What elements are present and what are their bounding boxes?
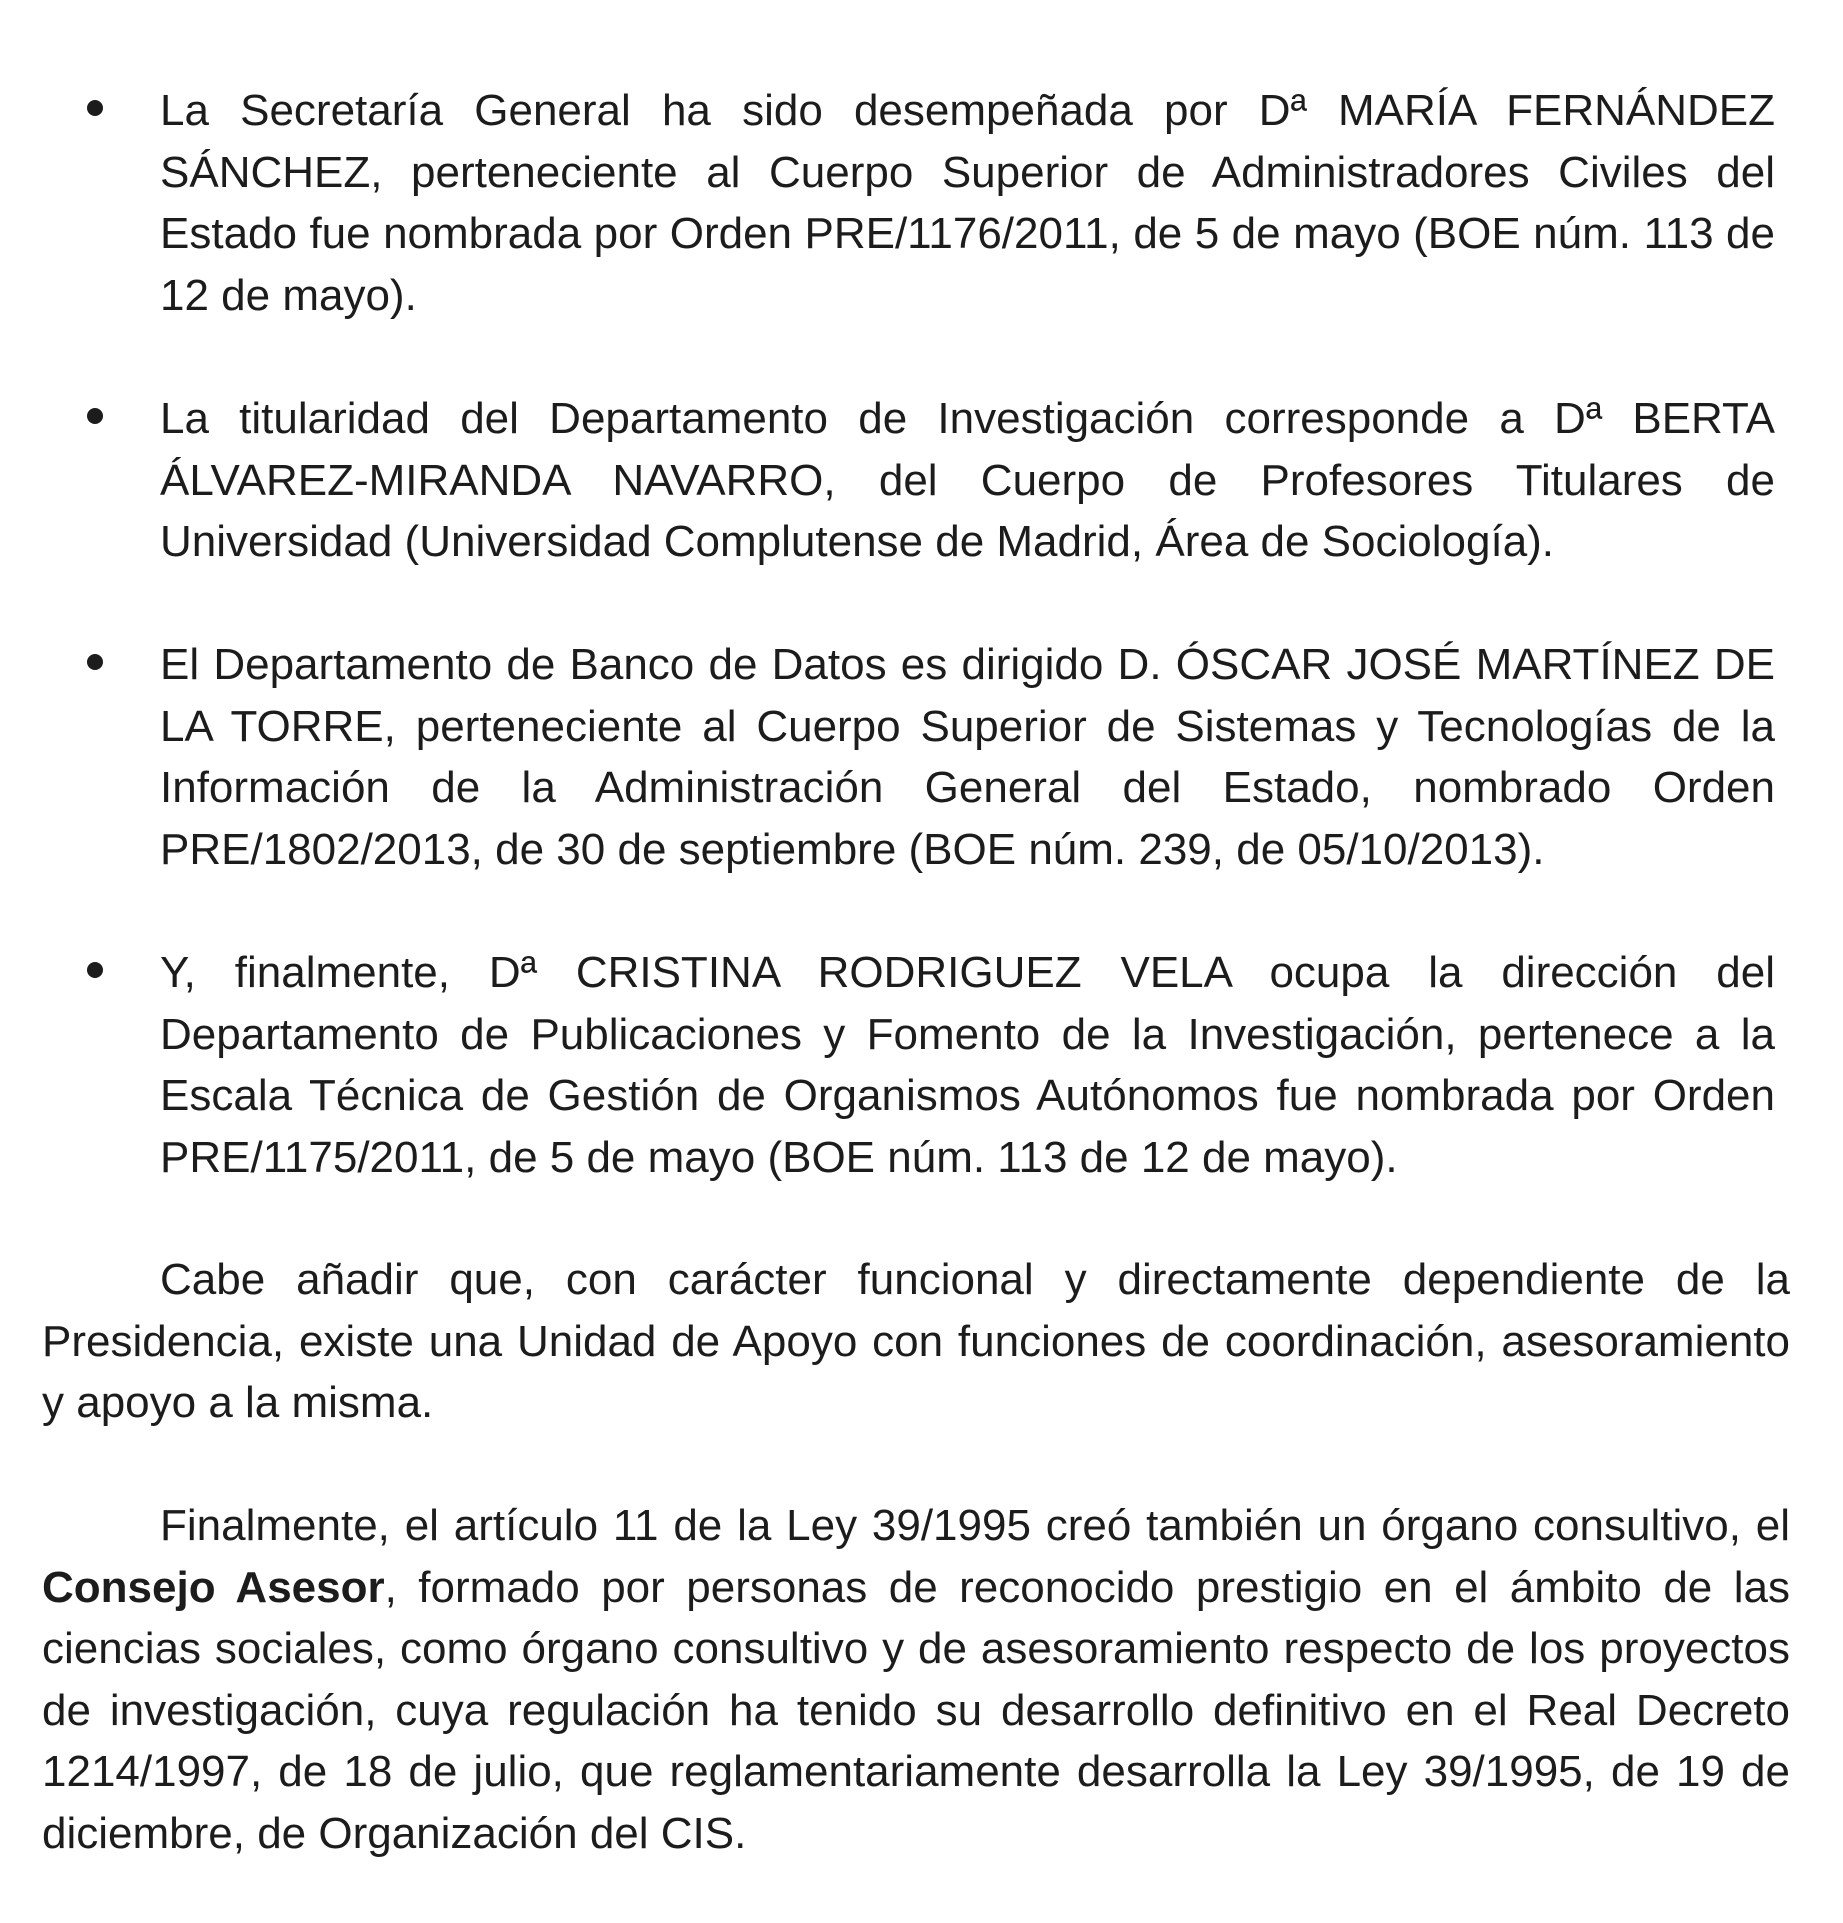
bullet-icon (84, 634, 108, 658)
paragraph-consejo-text-3: , formado por personas de reconocido prestigio en el ámbito de las ciencias sociales, como órgano consultivo y de asesoramiento respecto de los proyectos de investigación, cuya regulación ha tenido su desarrollo definitivo en el Real Decreto 1214/1997, de 18 de julio, que reglamentariamente desarrolla la Ley 39/1995, de 19 de diciembre, de Organización del CIS. (42, 1562, 1790, 1858)
consejo-asesor-term: Consejo Asesor (42, 1562, 385, 1612)
bullet-departamento-investigacion: La titularidad del Departamento de Investigación corresponde a Dª BERTA ÁLVAREZ-MIRANDA NAVARRO, del Cuerpo de Profesores Titulares de Universidad (Universidad Complutense de Madrid, Área de Sociología). (160, 394, 1775, 566)
bullet-icon (84, 80, 108, 104)
paragraph-consejo-asesor (42, 1495, 1790, 1864)
bullet-banco-de-datos: El Departamento de Banco de Datos es dirigido D. ÓSCAR JOSÉ MARTÍNEZ DE LA TORRE, perteneciente al Cuerpo Superior de Sistemas y Tecnologías de la Información de la Administración General del Estado, nombrado Orden PRE/1802/2013, de 30 de septiembre (BOE núm. 239, de 05/10/2013). (160, 640, 1775, 874)
bullet-icon (84, 942, 108, 966)
paragraph-unidad-apoyo: Cabe añadir que, con carácter funcional y directamente dependiente de la Presidencia, existe una Unidad de Apoyo con funciones de coordinación, asesoramiento y apoyo a la misma. (42, 1255, 1790, 1427)
bullet-secretaria-general: La Secretaría General ha sido desempeñada por Dª MARÍA FERNÁNDEZ SÁNCHEZ, perteneciente al Cuerpo Superior de Administradores Civiles del Estado fue nombrada por Orden PRE/1176/2011, de 5 de mayo (BOE núm. 113 de 12 de mayo). (160, 86, 1775, 320)
bullet-publicaciones: Y, finalmente, Dª CRISTINA RODRIGUEZ VELA ocupa la dirección del Departamento de Publicaciones y Fomento de la Investigación, pertenece a la Escala Técnica de Gestión de Organismos Autónomos fue nombrada por Orden PRE/1175/2011, de 5 de mayo (BOE núm. 113 de 12 de mayo). (160, 948, 1775, 1182)
paragraph-consejo-text-1: Finalmente (160, 1501, 378, 1550)
bullet-icon (84, 388, 108, 412)
paragraph-consejo-text-2: , el artículo 11 de la Ley 39/1995 creó también un órgano consultivo, el (377, 1501, 1790, 1550)
